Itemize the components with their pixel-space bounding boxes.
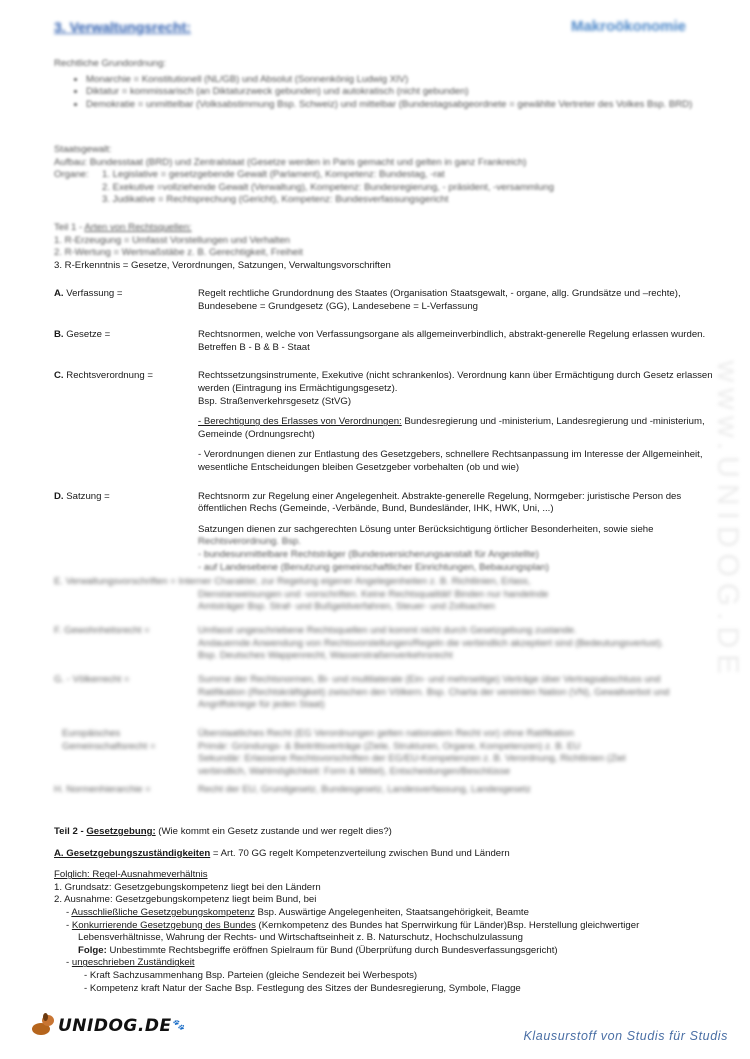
list-item: 2. Exekutive =vollziehende Gewalt (Verwaltung), Kompetenz: Bundesregierung, - präsident, -versammlung (102, 181, 554, 193)
zustaendigkeiten-line: A. Gesetzgebungszuständigkeiten = Art. 70 GG regelt Kompetenzverteilung zwischen Bund und Ländern (54, 847, 510, 859)
organe-row (54, 169, 694, 207)
konkurrierende-line: - Konkurrierende Gesetzgebung des Bundes (Kernkompetenz des Bundes hat Sperrwirkung für Länder)Bsp. Herstellung gleichwertiger (66, 919, 640, 931)
definition-body: Rechtssetzungsinstrumente, Exekutive (nicht schrankenlos). Verordnung kann über Ermächtigung durch Gesetz erlassen werden (Eintragung ins Ermächtigungsgesetz). Bsp. Straßenverkehrsgesetz (StVG) - Berechtigung des Erlasses von Verordnungen: Bundesregierung und -ministerium, Landesregierung und -ministerium, Gemeinde (Ordnungsrecht) - Verordnungen dienen zur Entlastung des Gesetzgebers, schnellere Rechtsanpassung im Interesse der Allgemeinheit, wesentliche Entscheidungen bleiben Gesetzgeber vorbehalten (ob und wie) (198, 370, 713, 473)
kraft-line: - Kompetenz kraft Natur der Sache Bsp. Festlegung des Sitzes der Bundesregierung, Symbole, Flagge (84, 982, 521, 994)
definition-term: A. Verfassung = (54, 288, 123, 299)
definition-term: B. Gesetze = (54, 329, 111, 341)
teil1-line: 3. R-Erkenntnis = Gesetze, Verordnungen, Satzungen, Verwaltungsvorschriften (54, 259, 391, 271)
definition-body: Regelt rechtliche Grundordnung des Staates (Organisation Staatsgewalt, - organe, allg. Grundsätze und –rechte), Bundesebene = Grundgesetz (GG), Landesebene = L-Verfassung (198, 288, 681, 312)
definition-body: Rechtsnorm zur Regelung einer Angelegenheit. Abstrakte-generelle Regelung, Normgeber: juristische Person des öffentlichen Rechs (Gemeinde, -Verbände, Bund, Bundesländer, IHK, HWK, Uni, ...) Satzungen dienen zur sachgerechten Lösung unter Berücksichtigung örtlicher Besonderheiten, sowie siehe Rechtsverordnung. Bsp. - bundesunmittelbare Rechtsträger (Bundesversicherungsanstalt für Angestellte) - auf Landesebene (Benutzung gemeinschaftlicher Einrichtungen, Bebauungsplan) (198, 491, 714, 575)
teil1-line: 1. R-Erzeugung = Umfasst Vorstellungen und Verhalten (54, 234, 290, 246)
paw-icon: 🐾 (172, 1019, 186, 1031)
folglich-line: Folglich: Regel-Ausnahmeverhältnis (54, 869, 208, 881)
list-item: 3. Judikative = Rechtsprechung (Gericht), Kompetenz: Bundesverfassungsgericht (102, 194, 449, 206)
organe-list (102, 169, 554, 207)
teil1-title: Teil 1 - Arten von Rechtsquellen: (54, 222, 192, 233)
kraft-line: - Kraft Sachzusammenhang Bsp. Parteien (gleiche Sendezeit bei Werbespots) (84, 969, 418, 981)
teil1-section (54, 222, 694, 272)
folge-line: Folge: Unbestimmte Rechtsbegriffe eröffnen Spielraum für Bund (Überprüfung durch Bundesverfassungsgericht) (78, 944, 558, 956)
konkurrierende-line-2: Lebensverhältnisse, Wahrung der Rechts- und Wirtschaftseinheit z. B. Naturschutz, Hochschulzulassung (78, 932, 523, 944)
teil2-section (54, 826, 714, 995)
ungeschrieben-line: - ungeschrieben Zuständigkeit (66, 957, 195, 969)
list-item: 1. Legislative = gesetzgebende Gewalt (Parlament), Kompetenz: Bundestag, -rat (102, 169, 445, 181)
definition-rechtsverordnung (54, 370, 714, 482)
definition-satzung (54, 491, 714, 575)
ausnahme-line: 2. Ausnahme: Gesetzgebungskompetenz liegt beim Bund, bei (54, 894, 317, 906)
definition-gewohnheitsrecht: F. Gewohnheitsrecht = Umfasst ungeschriebene Rechtsquellen und kommt nicht durch Gesetzgebung zustande. Andauernde Anwendung von Rechtsvorstellungen/Regeln die verbindlich akzeptiert sind (Bedeutungsverlust). Bsp. Deutsches Wappenrecht, Wasserstraßenverkehrsrecht (54, 625, 664, 662)
grundordnung-list (54, 74, 694, 112)
aufbau-line: Aufbau: Bundesstaat (BRD) und Zentralstaat (Gesetze werden in Paris gemacht und gelten in ganz Frankreich) (54, 156, 527, 168)
grundordnung-title: Rechtliche Grundordnung: (54, 58, 166, 69)
staatsgewalt-section (54, 144, 694, 207)
definition-term: D. Satzung = (54, 490, 110, 502)
staatsgewalt-title: Staatsgewalt: (54, 144, 112, 155)
definition-body: Rechtsnormen, welche von Verfassungsorgane als allgemeinverbindlich, abstrakt-generelle Regelung erlassen wurden. Betreffen B - B & B - Staat (198, 329, 706, 353)
list-item: • Demokratie = unmittelbar (Volksabstimmung Bsp. Schweiz) und mittelbar (Bundestagsabgeordnete = gewählte Vertreter des Volkes Bsp. BRD) (86, 99, 694, 112)
definition-gemeinschaftsrecht: Europäisches Gemeinschaftsrecht = Überstaatliches Recht (EG Verordnungen gelten nationalem Recht vor) ohne Ratifikation Primär: Gründungs- & Beitrittsverträge (Ziele, Strukturen, Organe, Kompetenzen) z. B. EU Sekundär: Erlassene Rechtsvorschriften der EG/EU-Kompetenzen z. B. Verordnung, Richtlinien (Ziel verbindlich, Wahlmöglichkeit: Form & Mittel), Entscheidungen/Beschlüsse (62, 728, 626, 777)
definition-verwaltungsvorschriften: E. Verwaltungsvorschriften = Interner Charakter, zur Regelung eigener Angelegenheiten z. B. Richtlinien, Erlass, Dienstanweisungen und -vorschriften. Keine Rechtsqualität! Binden nur handelnde Amtsträger Bsp. Straf- und Bußgeldverfahren, Steuer- und Zollsachen (54, 576, 549, 613)
ausschliessliche-line: - Ausschließliche Gesetzgebungskompetenz Bsp. Auswärtige Angelegenheiten, Staatsangehörigkeit, Beamte (66, 906, 529, 918)
footer-slogan: Klausurstoff von Studis für Studis (523, 1029, 728, 1043)
grundsatz-line: 1. Grundsatz: Gesetzgebungskompetenz liegt bei den Ländern (54, 881, 321, 893)
subject-heading: Makroökonomie (570, 18, 686, 35)
satzung-examples: Rechtsverordnung. Bsp. - bundesunmittelbare Rechtsträger (Bundesversicherungsanstalt für Angestellte) - auf Landesebene (Benutzung gemeinschaftlicher Einrichtungen, Bebauungsplan) (198, 536, 549, 573)
definition-gesetze (54, 329, 714, 362)
organe-label: Organe: (54, 169, 89, 181)
definitions-list (54, 288, 714, 582)
watermark: www.UNIDOG.DE (711, 360, 745, 680)
definition-verfassung (54, 288, 714, 321)
definition-term: C. Rechtsverordnung = (54, 370, 153, 382)
unidog-logo (28, 1013, 185, 1039)
section-heading: 3. Verwaltungsrecht: (54, 19, 191, 35)
grundordnung-section (54, 58, 694, 111)
logo-text: UNIDOG.DE (58, 1015, 172, 1036)
definition-voelkerrecht: G. - Völkerrecht = Summe der Rechtsnormen, Bi- und multilaterale (Ein- und mehrseitige) Verträge über Vertragsabschluss und Ratifikation (Rechtskräftigkeit) zwischen den Völkern. Bsp. Charta der vereinten Nation (VN), Gewaltverbot und Angriffskriege für jeden Staat) (54, 674, 670, 711)
list-item: • Monarchie = Konstitutionell (NL/GB) und Absolut (Sonnenkönig Ludwig XIV) (86, 74, 694, 87)
dog-mascot-icon (28, 1013, 56, 1039)
list-item: • Diktatur = kommissarisch (an Diktaturzweck gebunden) und autokratisch (nicht gebunden) (86, 86, 694, 99)
definition-normenhierarchie: H. Normenhierarchie = Recht der EU, Grundgesetz, Bundesgesetz, Landesverfassung, Landesgesetz (54, 784, 531, 795)
teil2-title: Teil 2 - Gesetzgebung: (Wie kommt ein Gesetz zustande und wer regelt dies?) (54, 826, 392, 837)
teil1-line: 2. R-Wertung = Wertmaßstäbe z. B. Gerechtigkeit, Freiheit (54, 247, 303, 259)
